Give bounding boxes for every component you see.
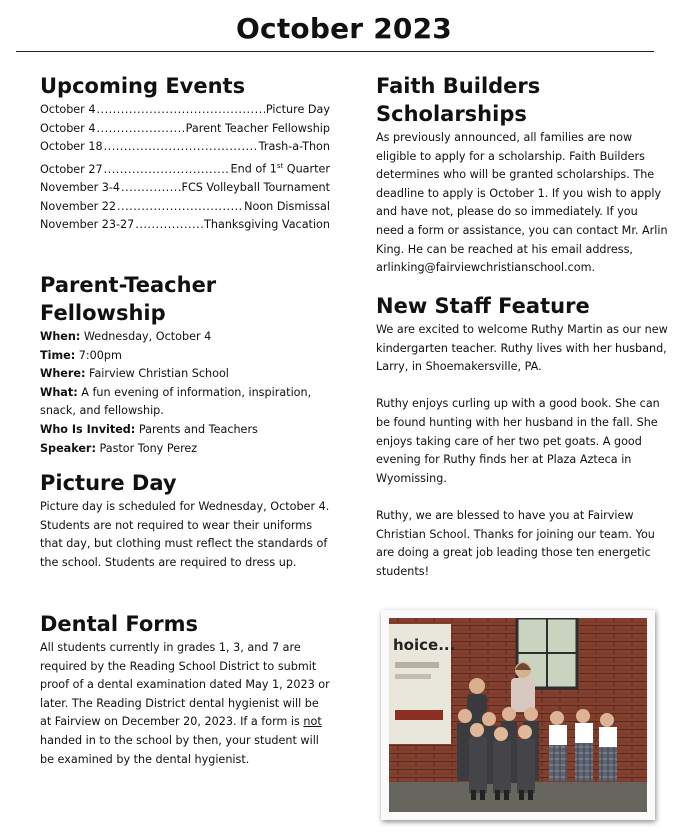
dot-leader (121, 179, 181, 198)
fellowship-time: Time: 7:00pm (40, 348, 122, 362)
title-divider (16, 51, 654, 52)
new-staff-text (376, 321, 668, 581)
scholarships-text: As previously announced, all families are now eligible to apply for a scholarship. Faith Builders determines who will be granted scholarships. The deadline to apply is October 1. If you wish to apply and have not, please do so immediately. If you need a form or assistance, you can contact Mr. Arlin King. He can be reached at his email address, arlinking@fairviewchristianschool.com. (376, 131, 668, 275)
event-date: October 4 (40, 121, 96, 135)
event-list (40, 101, 330, 235)
dental-forms-section (40, 610, 330, 769)
new-staff-paragraph-3: Ruthy, we are blessed to have you at Fairview Christian School. Thanks for joining our team. You are doing a great job leading those ten energetic students! (376, 508, 655, 578)
new-staff-paragraph-2: Ruthy enjoys curling up with a good book. She can be found hunting with her husband in the fall. She enjoys taking care of her two pet goats. A good evening for Ruthy finds her at Plaza Azteca in Wyomissing. (376, 397, 660, 485)
dot-leader (117, 198, 243, 217)
event-date: November 23-27 (40, 218, 135, 232)
upcoming-events-heading: Upcoming Events (40, 74, 246, 98)
new-staff-paragraph-1: We are excited to welcome Ruthy Martin as our new kindergarten teacher. Ruthy lives with her husband, Larry, in Shoemakersville, PA. (376, 323, 668, 374)
dot-leader (104, 138, 258, 157)
wall-sign (389, 624, 455, 744)
dot-leader (135, 216, 203, 235)
fellowship-who: Who Is Invited: Parents and Teachers (40, 422, 258, 436)
event-name: FCS Volleyball Tournament (181, 181, 330, 195)
dot-leader (96, 120, 184, 139)
picture-day-section (40, 469, 330, 572)
newsletter-title: October 2023 (236, 12, 452, 45)
event-row (40, 157, 330, 179)
event-row (40, 101, 330, 120)
event-name: Trash-a-Thon (258, 140, 330, 154)
event-name: Parent Teacher Fellowship (185, 121, 330, 135)
picture-day-text: Picture day is scheduled for Wednesday, October 4. Students are not required to wear their uniforms that day, but clothing must reflect the standards of the school. Students are required to dress up. (40, 500, 330, 569)
new-staff-section (376, 292, 668, 581)
dental-forms-text: All students currently in grades 1, 3, and 7 are required by the Reading School District to submit proof of a dental examination dated May 1, 2023 or later. The Reading District dental hygienist will be at Fairview on December 20, 2023. If a form is not handed in to the school by then, your student will be examined by the dental hygienist. (40, 641, 330, 766)
event-row (40, 198, 330, 217)
fellowship-what: What: A fun evening of information, inspiration, snack, and fellowship. (40, 385, 312, 418)
event-date: October 27 (40, 162, 103, 176)
dental-forms-heading: Dental Forms (40, 612, 199, 636)
fellowship-section (40, 271, 330, 458)
event-date: November 22 (40, 199, 116, 213)
fellowship-where: Where: Fairview Christian School (40, 367, 229, 381)
event-date: November 3-4 (40, 181, 121, 195)
event-date: October 18 (40, 140, 103, 154)
event-row (40, 120, 330, 139)
event-row (40, 216, 330, 235)
event-row (40, 179, 330, 198)
event-date: October 4 (40, 103, 96, 116)
picture-day-heading: Picture Day (40, 471, 177, 495)
class-photo (381, 610, 655, 820)
event-row (40, 138, 330, 157)
event-name: End of 1st Quarter (230, 161, 330, 176)
class-photo-image (389, 618, 647, 812)
scholarships-heading: Faith Builders Scholarships (376, 74, 541, 126)
scholarships-section (376, 72, 668, 278)
fellowship-speaker: Speaker: Pastor Tony Perez (40, 441, 198, 455)
fellowship-details (40, 328, 330, 458)
dot-leader (96, 101, 264, 120)
fellowship-when: When: Wednesday, October 4 (40, 330, 212, 343)
fellowship-heading: Parent-Teacher Fellowship (40, 273, 217, 325)
svg-text:hoice...: hoice... (393, 636, 456, 654)
dot-leader (104, 161, 230, 180)
event-name: Picture Day (265, 103, 330, 116)
emphasis-not: not (303, 715, 322, 729)
event-name: Noon Dismissal (244, 199, 330, 213)
upcoming-events-section (40, 72, 330, 235)
new-staff-heading: New Staff Feature (376, 294, 590, 318)
event-name: Thanksgiving Vacation (204, 218, 330, 232)
